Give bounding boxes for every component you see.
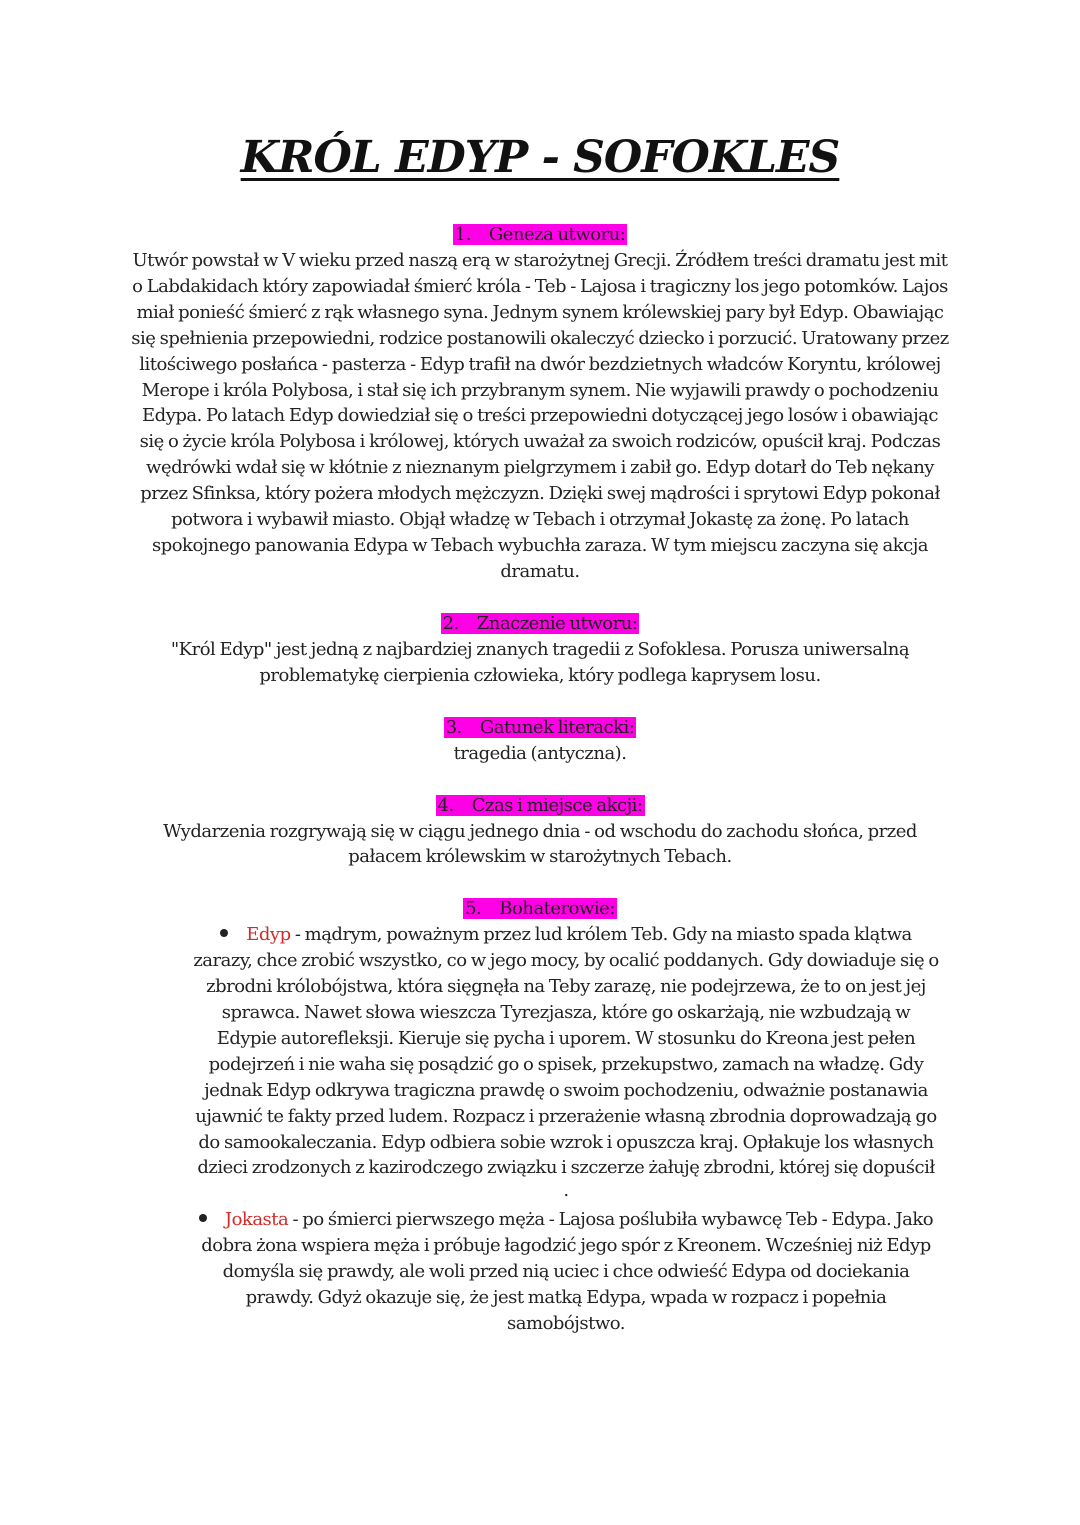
highlighted-heading (453, 224, 628, 245)
character-name: Edyp (246, 924, 291, 946)
document-content (130, 222, 950, 1337)
characters-list (130, 922, 950, 1337)
section-paragraph-genesis: Utwór powstał w V wieku przed naszą erą w starożytnej Grecji. Źródłem treści dramatu jest mit o Labdakidach który zapowiadał śmierć króla - Teb - Lajosa i tragiczny los jego potomków. Lajos miał ponieść śmierć z rąk własnego syna. Jednym synem królewskiej pary był Edyp. Obawiając się spełnienia przepowiedni, rodzice postanowili okaleczyć dziecko i porzucić. Uratowany przez litościwego posłańca - pasterza - Edyp trafił na dwór bezdzietnych władców Koryntu, królowej Merope i króla Polybosa, i stał się ich przybranym synem. Nie wyjawili prawdy o pochodzeniu Edypa. Po latach Edyp dowiedział się o treści przepowiedni dotyczącej jego losów i obawiając się o życie króla Polybosa i królowej, których uważał za swoich rodziców, opuścił kraj. Podczas wędrówki wdał się w kłótnie z nieznanym pielgrzymem i zabił go. Edyp dotarł do Teb nękany przez Sfinksa, który pożera młodych mężczyzn. Dzięki swej mądrości i sprytowi Edyp pokonał potwora i wybawił miasto. Objął władzę w Tebach i otrzymał Jokastę za żonę. Po latach spokojnego panowania Edypa w Tebach wybuchła zaraza. W tym miejscu zaczyna się akcja dramatu. (131, 250, 949, 582)
highlighted-heading (463, 898, 617, 919)
section-heading-characters (130, 896, 950, 922)
separator-dot (130, 1181, 950, 1207)
section-heading-text: Znaczenie utworu: (476, 612, 638, 634)
character-description: - mądrym, poważnym przez lud królem Teb. Gdy na miasto spada klątwa zarazy, chce zrobić wszystko, co w jego mocy, by ocalić poddanych. Gdy dowiaduje się o zbrodni królobójstwa, która sięgnęła na Teby zarazę, nie podejrzewa, że to on jest jej sprawca. Nawet słowa wieszcza Tyrezjasza, które go oskarżają, nie wzbudzają w Edypie autorefleksji. Kieruje się pycha i uporem. W stosunku do Kreona jest pełen podejrzeń i nie waha się posądzić go o spisek, przekupstwo, zamach na władzę. Gdy jednak Edyp odkrywa tragiczna prawdę o swoim pochodzeniu, odważnie postanawia ujawnić te fakty przed ludem. Rozpacz i przerażenie własną zbrodnia doprowadzają go do samookaleczania. Edyp odbiera sobie wzrok i opuszcza kraj. Opłakuje los własnych dzieci zrodzonych z kazirodczego związku i szczerze żałuję zbrodni, której się dopuścił (193, 924, 939, 1179)
bullet-icon (199, 1214, 207, 1222)
highlighted-heading (444, 717, 637, 738)
bullet-icon (220, 929, 228, 937)
section-number: 4. (437, 794, 454, 816)
section-paragraph-genre: tragedia (antyczna). (453, 742, 627, 764)
section-number: 5. (465, 898, 482, 920)
section-heading-text: Czas i miejsce akcji: (471, 794, 643, 816)
highlighted-heading (441, 613, 640, 634)
section-heading-genesis (130, 222, 950, 248)
section-paragraph-meaning: "Król Edyp" jest jedną z najbardziej znanych tragedii z Sofoklesa. Porusza uniwersalną problematykę cierpienia człowieka, który podlega kaprysem losu. (170, 638, 910, 686)
list-item-edyp (130, 922, 950, 1181)
title-text: KRÓL EDYP - SOFOKLES (240, 132, 840, 183)
section-heading-genre (130, 715, 950, 741)
separator-dot-text: . (563, 1180, 569, 1202)
section-heading-text: Bohaterowie: (499, 898, 615, 920)
section-number: 2. (442, 612, 459, 634)
character-description: - po śmierci pierwszego męża - Lajosa poślubiła wybawcę Teb - Edypa. Jako dobra żona wspiera męża i próbuje łagodzić jego spór z Kreonem. Wcześniej niż Edyp domyśla się prawdy, ale woli przed nią uciec i chce odwieść Edypa od dociekania prawdy. Gdyż okazuje się, że jest matką Edypa, wpada w rozpacz i popełnia samobójstwo. (201, 1209, 934, 1334)
section-number: 1. (454, 224, 471, 245)
character-name: Jokasta (224, 1209, 289, 1231)
highlighted-heading (436, 795, 645, 816)
section-number: 3. (445, 716, 462, 738)
section-paragraph-time-place: Wydarzenia rozgrywają się w ciągu jednego dnia - od wschodu do zachodu słońca, przed pałacem królewskim w starożytnych Tebach. (163, 820, 917, 868)
document-title (0, 130, 1080, 186)
section-heading-text: Geneza utworu: (488, 224, 626, 245)
section-heading-text: Gatunek literacki: (479, 716, 635, 738)
section-heading-time-place (130, 793, 950, 819)
list-item-jokasta (130, 1207, 950, 1337)
section-heading-meaning (130, 611, 950, 637)
